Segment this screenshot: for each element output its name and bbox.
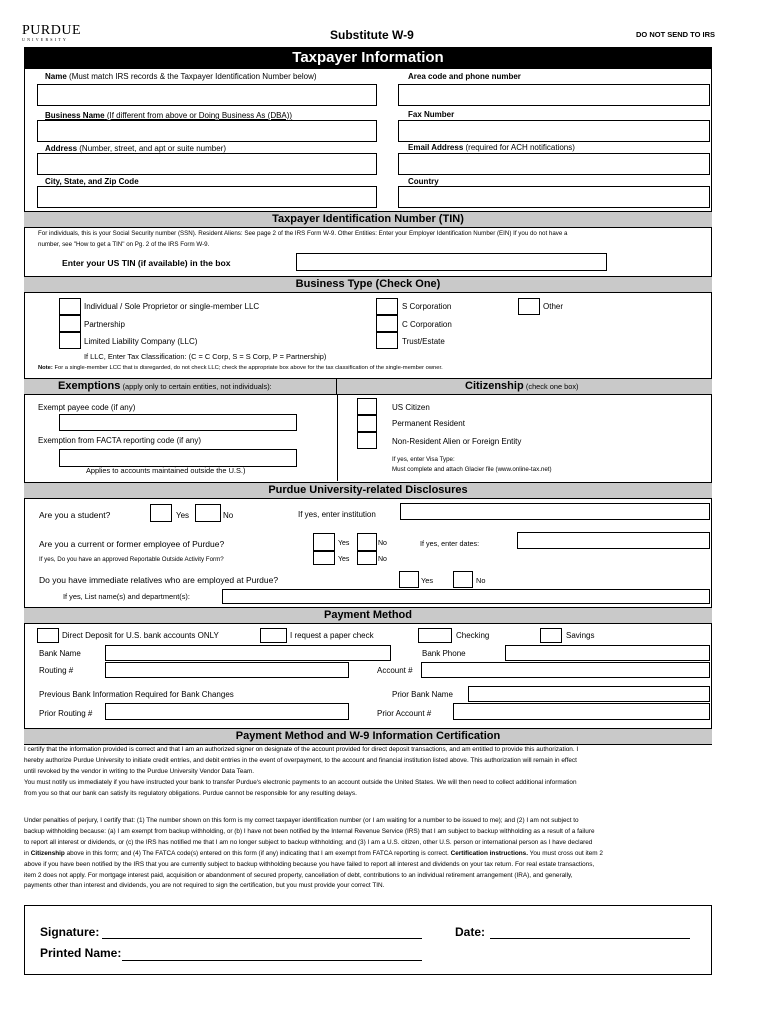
activity-yes-checkbox[interactable] (313, 551, 335, 565)
business-name-hint: (If different from above or Doing Business As (DBA)) (106, 111, 293, 120)
checking-checkbox[interactable] (418, 628, 452, 643)
employee-yes-label: Yes (338, 540, 350, 547)
nonresident-checkbox[interactable] (357, 432, 377, 449)
perjury-line-3: to report all interest or dividends, or (c) the IRS has notified me that I am no longer subject to backup withholding; and (3) I am a U.S. citizen, other U.S. person or international person as I have declared (24, 838, 593, 846)
country-label: Country (408, 177, 439, 186)
llc-label: Limited Liability Company (LLC) (84, 337, 198, 346)
phone-label: Area code and phone number (408, 72, 521, 81)
address-label (45, 144, 226, 153)
date-label: Date: (455, 925, 486, 939)
relatives-yes-label: Yes (421, 576, 434, 585)
relatives-no-label: No (476, 576, 486, 585)
trust-label: Trust/Estate (402, 337, 445, 346)
individual-label: Individual / Sole Proprietor or single-member LLC (84, 302, 260, 311)
employment-dates-label: If yes, enter dates: (420, 539, 480, 548)
perjury-line-2: backup withholding because: (a) I am exempt from backup withholding, or (b) I have not been notified by the Internal Revenue Service (IRS) that I am subject to backup withholding as a result of a failure (24, 827, 595, 835)
permanent-resident-label: Permanent Resident (392, 419, 465, 428)
authorization-line-3: until revoked by the vendor in writing to the Purdue University Vendor Data Team. (24, 767, 255, 775)
tin-description-2: number, see "How to get a TIN" on Pg. 2 of the IRS Form W-9. (38, 241, 210, 248)
institution-field[interactable] (400, 503, 710, 520)
c-corp-checkbox[interactable] (376, 315, 398, 332)
activity-form-question: If yes, Do you have an approved Reportable Outside Activity Form? (39, 556, 224, 563)
name-label (45, 72, 317, 81)
country-field[interactable] (398, 186, 710, 208)
prior-bank-name-field[interactable] (468, 686, 710, 702)
c-corp-label: C Corporation (402, 320, 452, 329)
perjury-line-4-pre: in (24, 849, 31, 857)
citizenship-title: Citizenship (465, 380, 524, 392)
authorization-line-2: hereby authorize Purdue University to initiate credit entries, and debit entries in the event of overpayment, to the account and financial institution listed above. This authorization will remain in effect (24, 756, 577, 764)
authorization-paragraph (24, 745, 714, 800)
exemptions-title: Exemptions (58, 380, 121, 392)
exemptions-header (24, 378, 337, 395)
exemptions-hint: (apply only to certain entities, not individuals): (122, 382, 272, 391)
business-name-label (45, 111, 292, 120)
routing-label: Routing # (39, 666, 74, 675)
signature-block (24, 905, 712, 975)
paper-check-label: I request a paper check (290, 631, 374, 640)
email-label-bold: Email Address (408, 143, 464, 152)
exemptions-divider (337, 395, 338, 481)
fax-label: Fax Number (408, 110, 455, 119)
authorization-line-4: You must notify us immediately if you have instructed your bank to transfer Purdue's electronic payments to an account outside the United States. We will then need to collect additional information (24, 778, 577, 786)
facta-code-field[interactable] (59, 449, 297, 467)
savings-label: Savings (566, 631, 595, 640)
business-name-label-bold: Business Name (45, 111, 105, 120)
perjury-paragraph (24, 816, 714, 892)
city-label: City, State, and Zip Code (45, 177, 139, 186)
activity-no-checkbox[interactable] (357, 551, 377, 565)
email-hint: (required for ACH notifications) (465, 143, 575, 152)
perjury-line-1: Under penalties of perjury, I certify that: (1) The number shown on this form is my correct taxpayer identification number (or I am waiting for a number to be issued to me); and (2) I am not subject to (24, 817, 579, 824)
certification-header: Payment Method and W-9 Information Certification (24, 728, 712, 745)
signature-line[interactable] (102, 938, 422, 939)
perjury-line-4-bold: Citizenship (30, 849, 65, 857)
printed-name-line[interactable] (122, 960, 422, 961)
perjury-line-4-mid: above in this form; and (4) The FATCA code(s) entered on this form (if any) indicating that I am exempt from FATCA reporting is correct. (64, 849, 451, 857)
employee-yes-checkbox[interactable] (313, 533, 335, 551)
address-label-bold: Address (45, 144, 78, 153)
nonresident-label: Non-Resident Alien or Foreign Entity (392, 437, 522, 446)
disclosures-header: Purdue University-related Disclosures (24, 482, 712, 499)
perjury-line-4-post: You must cross out item 2 (527, 849, 603, 857)
purdue-logo (22, 24, 81, 42)
signature-label: Signature: (40, 925, 100, 939)
prior-routing-field[interactable] (105, 703, 349, 720)
perjury-line-5: above if you have been notified by the IRS that you are currently subject to backup withholding because you have failed to report all interest and dividends on your tax return. For real estate transactions, (24, 860, 595, 868)
do-not-send-notice: DO NOT SEND TO IRS (636, 30, 716, 39)
llc-checkbox[interactable] (59, 332, 81, 349)
activity-yes-label: Yes (338, 556, 350, 563)
taxpayer-info-banner-text: Taxpayer Information (292, 49, 444, 66)
account-label: Account # (377, 666, 413, 675)
city-field[interactable] (37, 186, 377, 208)
routing-field[interactable] (105, 662, 349, 678)
printed-name-label: Printed Name: (40, 946, 122, 960)
student-no-label: No (223, 511, 234, 520)
name-field[interactable] (37, 84, 377, 106)
employment-dates-field[interactable] (517, 532, 710, 549)
partnership-checkbox[interactable] (59, 315, 81, 332)
student-no-checkbox[interactable] (195, 504, 221, 522)
trust-checkbox[interactable] (376, 332, 398, 349)
tin-description-1: For individuals, this is your Social Security number (SSN). Resident Aliens: See page 2 of the IRS Form W-9. Other Entities: Enter your Employer Identification Number (EIN) If you do not have a (38, 230, 568, 237)
previous-bank-info-label: Previous Bank Information Required for Bank Changes (39, 690, 234, 699)
student-yes-label: Yes (176, 511, 190, 520)
direct-deposit-checkbox[interactable] (37, 628, 59, 643)
prior-routing-label: Prior Routing # (39, 709, 93, 718)
address-hint: (Number, street, and apt or suite number) (79, 144, 226, 153)
us-citizen-label: US Citizen (392, 403, 430, 412)
prior-bank-name-label: Prior Bank Name (392, 690, 453, 699)
business-type-header: Business Type (Check One) (24, 276, 712, 293)
activity-no-label: No (378, 556, 387, 563)
logo-subtext: UNIVERSITY (22, 37, 68, 42)
email-field[interactable] (398, 153, 710, 175)
prior-account-field[interactable] (453, 703, 710, 720)
citizenship-header (337, 378, 712, 395)
date-line[interactable] (490, 938, 690, 939)
permanent-resident-checkbox[interactable] (357, 415, 377, 432)
name-label-bold: Name (45, 72, 67, 81)
facta-note: Applies to accounts maintained outside the U.S.) (86, 466, 246, 475)
address-field[interactable] (37, 153, 377, 175)
authorization-line-1: I certify that the information provided is correct and that I am an authorized signer on designate of the account provided for direct deposit transactions, and am entitled to provide this authorization. I (24, 746, 579, 753)
us-tin-field[interactable] (296, 253, 607, 271)
us-tin-label: Enter your US TIN (if available) in the box (62, 258, 231, 268)
facta-code-label: Exemption from FACTA reporting code (if any) (38, 436, 202, 445)
authorization-line-5: from you so that our bank can satisfy its regulatory obligations. Purdue cannot be responsible for any resulting delays. (24, 789, 357, 797)
payment-header: Payment Method (24, 607, 712, 624)
glacier-note: Must complete and attach Glacier file (www.online-tax.net) (392, 466, 552, 473)
other-label: Other (543, 302, 564, 311)
fax-field[interactable] (398, 120, 710, 142)
student-yes-checkbox[interactable] (150, 504, 172, 522)
paper-check-checkbox[interactable] (260, 628, 287, 643)
checking-label: Checking (456, 631, 490, 640)
bank-name-field[interactable] (105, 645, 391, 661)
visa-type-label: If yes, enter Visa Type: (392, 456, 455, 463)
relatives-yes-checkbox[interactable] (399, 571, 419, 588)
perjury-line-6: item 2 does not apply. For mortgage interest paid, acquisition or abandonment of secured property, cancellation of debt, contributions to an individual retirement arrangement (IRA), and generally, (24, 871, 573, 879)
individual-checkbox[interactable] (59, 298, 81, 315)
savings-checkbox[interactable] (540, 628, 562, 643)
logo-wordmark: PURDUE (22, 23, 82, 38)
taxpayer-info-banner (24, 47, 712, 69)
exempt-payee-label: Exempt payee code (if any) (38, 403, 136, 412)
relatives-names-field[interactable] (222, 589, 710, 604)
business-name-field[interactable] (37, 120, 377, 142)
s-corp-label: S Corporation (402, 302, 452, 311)
account-field[interactable] (421, 662, 710, 678)
perjury-line-4-bold2: Certification instructions. (450, 849, 528, 857)
llc-classification-note: If LLC, Enter Tax Classification: (C = C Corp, S = S Corp, P = Partnership) (84, 352, 327, 361)
citizenship-hint: (check one box) (525, 382, 579, 391)
note-label: Note: (38, 365, 53, 371)
other-checkbox[interactable] (518, 298, 540, 315)
employee-question: Are you a current or former employee of Purdue? (39, 539, 225, 549)
email-label (408, 143, 575, 152)
form-title: Substitute W-9 (330, 28, 414, 42)
institution-label: If yes, enter institution (298, 510, 376, 519)
bank-name-label: Bank Name (39, 649, 81, 658)
name-hint: (Must match IRS records & the Taxpayer Identification Number below) (69, 72, 317, 81)
phone-field[interactable] (398, 84, 710, 106)
employee-no-checkbox[interactable] (357, 533, 377, 551)
relatives-no-checkbox[interactable] (453, 571, 473, 588)
perjury-line-7: payments other than interest and dividends, you are not required to sign the certification, but you must provide your correct TIN. (24, 882, 385, 890)
bank-phone-label: Bank Phone (422, 649, 466, 658)
prior-account-label: Prior Account # (377, 709, 432, 718)
student-question: Are you a student? (39, 510, 111, 520)
partnership-label: Partnership (84, 320, 125, 329)
tin-header: Taxpayer Identification Number (TIN) (24, 211, 712, 228)
direct-deposit-label: Direct Deposit for U.S. bank accounts ONLY (62, 631, 219, 640)
relatives-question: Do you have immediate relatives who are employed at Purdue? (39, 575, 279, 585)
us-citizen-checkbox[interactable] (357, 398, 377, 415)
relatives-names-label: If yes, List name(s) and department(s): (63, 592, 190, 601)
business-type-note (38, 365, 443, 371)
exempt-payee-field[interactable] (59, 414, 297, 431)
perjury-line-4 (24, 849, 714, 860)
employee-no-label: No (378, 540, 387, 547)
bank-phone-field[interactable] (505, 645, 710, 661)
note-text: For a single-member LCC that is disregarded, do not check LLC; check the appropriate box above for the tax classification of the single-member owner. (54, 365, 443, 371)
s-corp-checkbox[interactable] (376, 298, 398, 315)
